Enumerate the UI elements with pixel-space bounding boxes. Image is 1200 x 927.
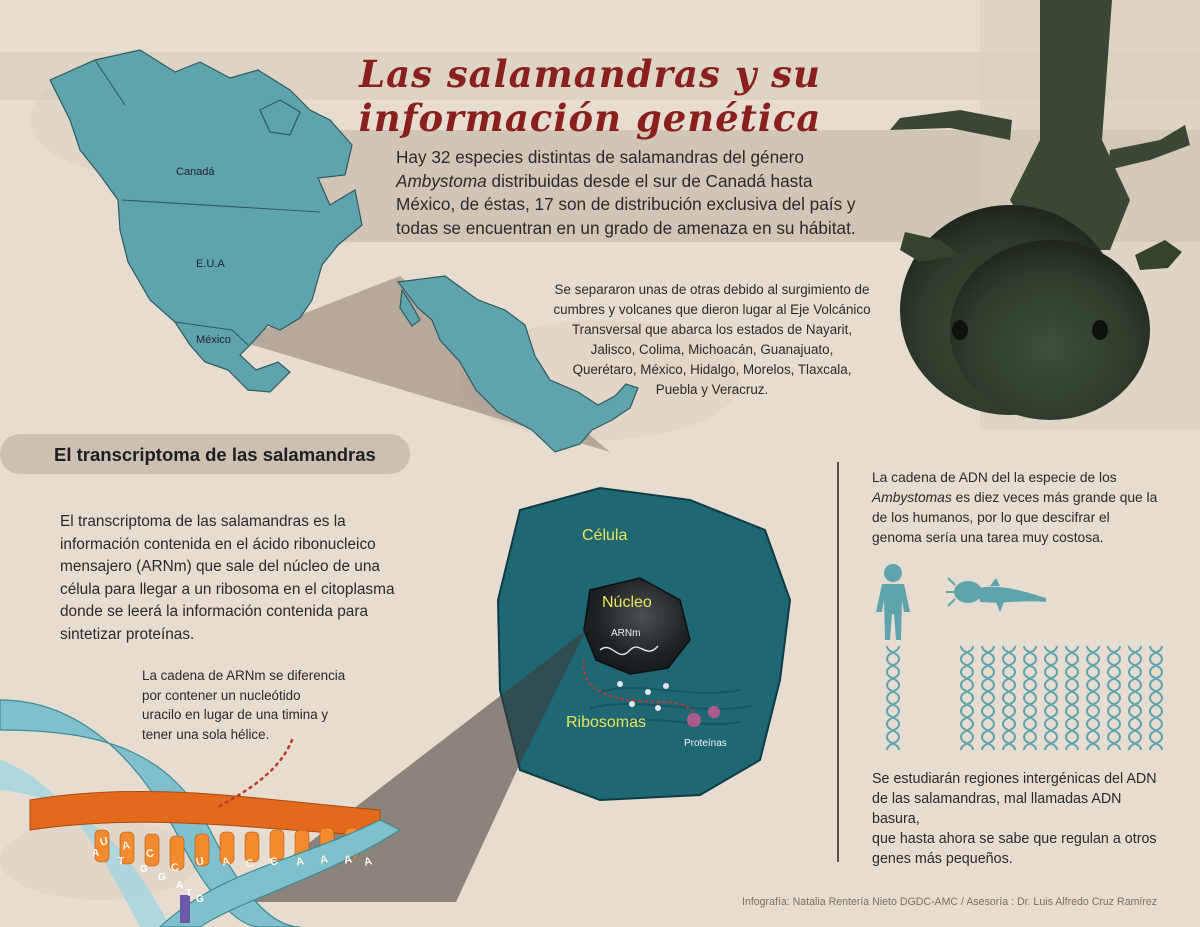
separation-line: Se separaron unas de otras debido al surgimiento de [554, 282, 870, 297]
helix-base-letter: A [120, 839, 132, 853]
intergenic-line: de las salamandras, mal llamadas ADN basura, [872, 791, 1122, 827]
intergenic-line: genes más pequeños. [872, 851, 1013, 867]
helix-base-letter: A [220, 855, 232, 869]
helix-base-letter: A [294, 855, 306, 869]
helix-base-letter: C [169, 861, 181, 875]
page-title: Las salamandras y su información genética [358, 52, 822, 140]
intergenic-line: Se estudiarán regiones intergénicas del ADN [872, 771, 1157, 787]
dna-note-line-4: genoma sería una tarea muy costosa. [872, 530, 1104, 545]
ribosomes-label: Ribosomas [566, 714, 647, 731]
dna-strand-icon [1066, 646, 1078, 750]
arnm-note-line: uracilo en lugar de una timina y [142, 707, 329, 722]
nucleus-label: Núcleo [602, 594, 652, 611]
intergenic-note [872, 769, 1172, 869]
helix-base-letter: C [244, 857, 256, 871]
intro-line-1: Hay 32 especies distintas de salamandras del género [396, 147, 804, 167]
separation-line: Querétaro, México, Hidalgo, Morelos, Tlaxcala, [572, 362, 852, 377]
dna-strand-icon [887, 646, 899, 750]
dna-note-line-3: de los humanos, por lo que descifrar el [872, 510, 1110, 525]
intro-line-4: todas se encuentran en un grado de amenaza en su hábitat. [396, 217, 856, 238]
transcriptome-paragraph [60, 511, 400, 646]
helix-base-letter: A [362, 855, 374, 869]
helix-base-letter: A [92, 848, 100, 859]
helix-base-letter: U [98, 835, 110, 849]
human-silhouette-icon [876, 564, 910, 640]
proteins-label: Proteínas [684, 738, 727, 749]
transcriptome-line: información contenida en el ácido ribonucleico [60, 535, 376, 553]
transcriptome-line: El transcriptoma de las salamandras es la [60, 513, 346, 530]
separation-line: cumbres y volcanes que dieron lugar al Eje Volcánico [553, 302, 871, 317]
dna-strand-icon [1045, 646, 1057, 750]
species-name: Ambystomas [872, 490, 952, 505]
cell-diagram [498, 488, 790, 800]
transcriptome-line: célula para llegar a un ribosoma en el citoplasma [60, 580, 395, 598]
dna-strand-group [887, 646, 1162, 750]
separation-line: Transversal que abarca los estados de Nayarit, [571, 322, 853, 337]
intergenic-line: que hasta ahora se sabe que regulan a otros [872, 831, 1157, 847]
separation-line: Puebla y Veracruz. [655, 382, 769, 397]
dna-strand-icon [1024, 646, 1036, 750]
dna-strand-icon [1150, 646, 1162, 750]
helix-base-letter: A [318, 853, 330, 867]
genus-name: Ambystoma [396, 170, 487, 191]
dna-strand-icon [1087, 646, 1099, 750]
dna-strand-icon [961, 646, 973, 750]
arnm-note [142, 666, 382, 744]
helix-base-letter: G [140, 864, 148, 875]
salamander-silhouette-icon [946, 578, 1046, 612]
helix-base-letter: T [186, 888, 193, 899]
dna-strand-icon [1108, 646, 1120, 750]
transcriptome-line: sintetizar proteínas. [60, 625, 195, 643]
dna-strand-icon [1003, 646, 1015, 750]
intro-line-3: México, de éstas, 17 son de distribución exclusiva del país y [396, 194, 856, 214]
arnm-note-line: tener una sola hélice. [142, 726, 270, 742]
transcriptome-line: mensajero (ARNm) que sale del núcleo de una [60, 558, 380, 575]
helix-base-letter: A [342, 853, 354, 867]
arnm-note-line: La cadena de ARNm se diferencia [142, 668, 346, 683]
helix-base-letter: U [194, 855, 206, 869]
dna-note-line-2-rest: es diez veces más grande que la [951, 490, 1158, 505]
intro-paragraph [396, 146, 866, 240]
dna-note-line-1: La cadena de ADN del la especie de los [872, 470, 1117, 485]
helix-base-letter: G [158, 872, 166, 883]
cell-label: Célula [582, 527, 628, 544]
transcriptome-heading: El transcriptoma de las salamandras [54, 444, 376, 465]
intro-line-2 [396, 170, 866, 194]
map-label-canada: Canadá [176, 166, 215, 178]
helix-base-letter: G [196, 894, 204, 905]
helix-base-letter: C [268, 855, 280, 869]
separation-line: Jalisco, Colima, Michoacán, Guanajuato, [590, 342, 834, 357]
helix-base-letter: C [144, 847, 156, 861]
dna-strand-icon [982, 646, 994, 750]
dna-strand-icon [1129, 646, 1141, 750]
helix-base-letter: A [176, 880, 184, 891]
arnm-note-line: por contener un nucleótido [142, 687, 301, 703]
separation-paragraph [544, 280, 880, 400]
map-label-usa: E.U.A [196, 258, 225, 270]
dna-size-note [872, 468, 1172, 548]
map-label-mexico: México [196, 334, 231, 346]
transcriptome-line: donde se leerá la información contenida para [60, 603, 369, 620]
dna-note-line-2 [872, 488, 1172, 508]
arnm-label: ARNm [611, 628, 641, 639]
helix-base-letter: T [118, 856, 125, 867]
intro-line-2-rest: distribuidas desde el sur de Canadá hasta [486, 170, 813, 191]
credit-line: Infografía: Natalia Rentería Nieto DGDC-AMC / Asesoría : Dr. Luis Alfredo Cruz Ramírez [742, 896, 1158, 908]
